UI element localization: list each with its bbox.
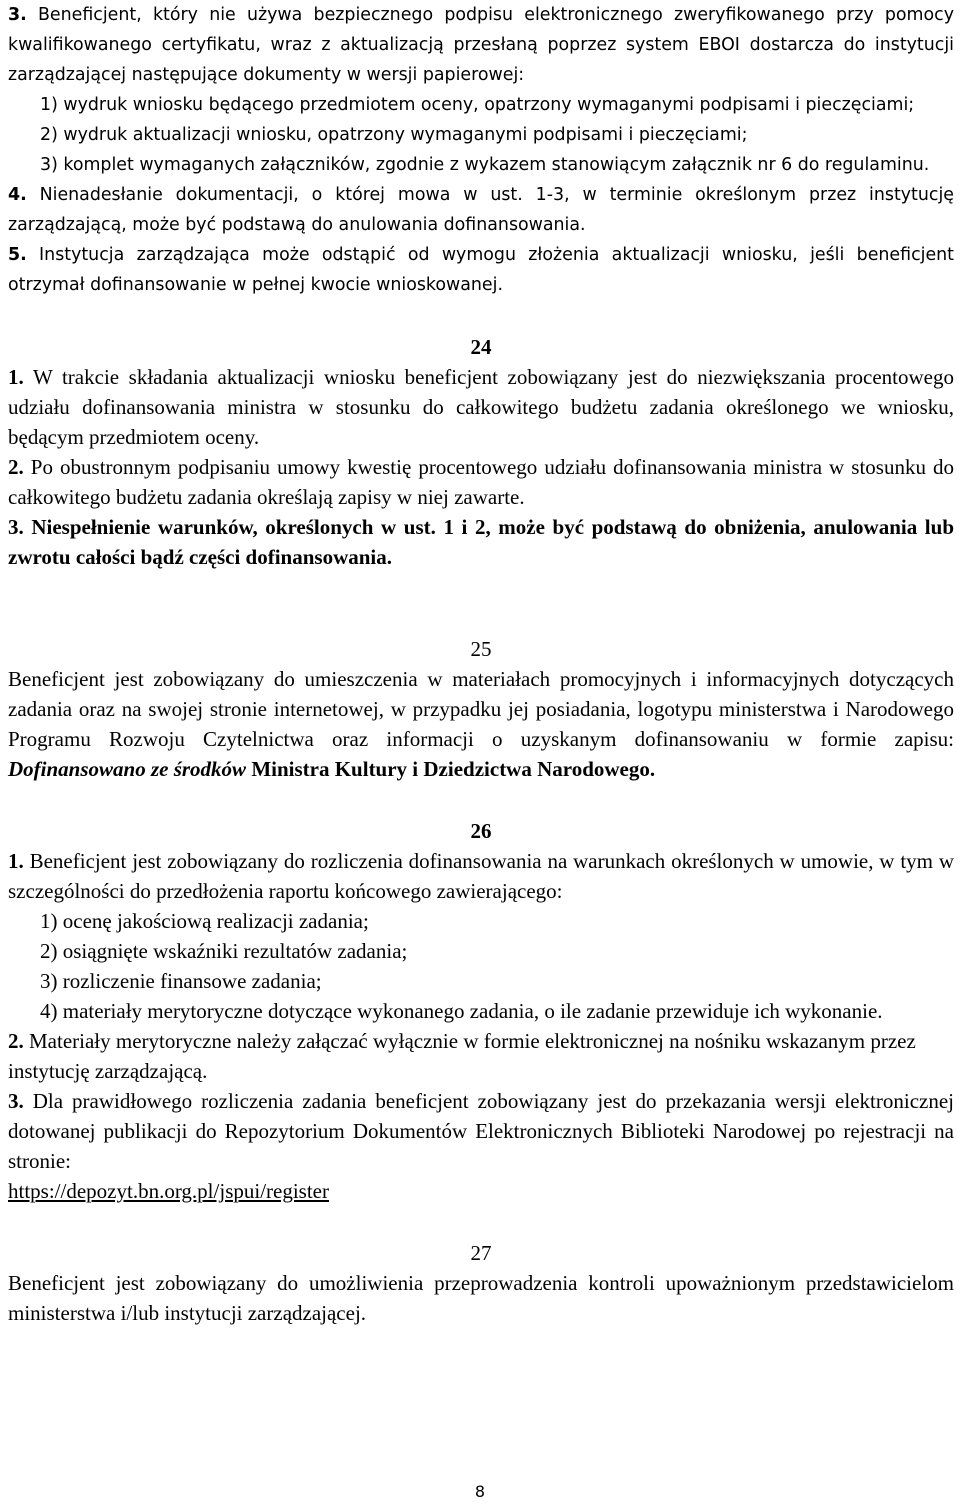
- section-number: 25: [470, 637, 492, 661]
- paragraph-3: [8, 1086, 954, 1176]
- paragraph-2: [8, 1026, 954, 1086]
- list-item: 1) wydruk wniosku będącego przedmiotem oceny, opatrzony wymaganymi podpisami i pieczęciami;: [40, 95, 915, 115]
- spacer: [8, 572, 954, 634]
- paragraph-1: [8, 362, 954, 452]
- list-item: 1) ocenę jakościową realizacji zadania;: [40, 909, 369, 933]
- paragraph-number: 3.: [8, 5, 27, 25]
- list-item: 2) osiągnięte wskaźniki rezultatów zadania;: [40, 939, 408, 963]
- section-heading-25: [8, 634, 954, 664]
- paragraph: [8, 664, 954, 784]
- section-24: [8, 362, 954, 572]
- paragraph-3: 3. Niespełnienie warunków, określonych w ust. 1 i 2, może być podstawą do obniżenia, anulowania lub zwrotu całości bądź części dofinansowania.: [8, 515, 954, 569]
- paragraph-number: 1.: [8, 849, 24, 873]
- section-25: [8, 664, 954, 784]
- paragraph-number: 2.: [8, 455, 24, 479]
- paragraph-3: [8, 0, 954, 90]
- spacer: [8, 1206, 954, 1238]
- section-heading-27: [8, 1238, 954, 1268]
- paragraph-1: [8, 846, 954, 906]
- paragraph-text: Beneficjent jest zobowiązany do umieszczenia w materiałach promocyjnych i informacyjnych dotyczących zadania oraz na swojej stronie internetowej, w przypadku jej posiadania, logotypu ministerstwa i Narodowego Programu Rozwoju Czytelnictwa oraz informacji o uzyskanym dofinansowaniu w formie zapisu:: [8, 667, 954, 751]
- section-number: 24: [470, 335, 492, 359]
- list-item: 2) wydruk aktualizacji wniosku, opatrzony wymaganymi podpisami i pieczęciami;: [40, 125, 748, 145]
- paragraph-5: [8, 240, 954, 300]
- paragraph-text: Dla prawidłowego rozliczenia zadania beneficjent zobowiązany jest do przekazania wersji elektronicznej dotowanej publikacji do Repozytorium Dokumentów Elektronicznych Biblioteki Narodowej po rejestracji na stronie:: [8, 1089, 954, 1173]
- paragraph-number: 5.: [8, 245, 27, 265]
- register-link-line: [8, 1176, 954, 1206]
- paragraph-number: 4.: [8, 185, 27, 205]
- paragraph-emphasis: Dofinansowano ze środków: [8, 757, 247, 781]
- paragraph-number: 1.: [8, 365, 24, 389]
- section-23-continuation: [8, 0, 954, 300]
- paragraph: Beneficjent jest zobowiązany do umożliwienia przeprowadzenia kontroli upoważnionym przedstawicielom ministerstwa i/lub instytucji zarządzającej.: [8, 1271, 954, 1325]
- paragraph-text: Materiały merytoryczne należy załączać wyłącznie w formie elektronicznej na nośniku wskazanym przez instytucję zarządzającą.: [8, 1029, 916, 1083]
- spacer: [8, 300, 954, 332]
- section-number: 27: [470, 1241, 492, 1265]
- paragraph-text: Instytucja zarządzająca może odstąpić od wymogu złożenia aktualizacji wniosku, jeśli beneficjent otrzymał dofinansowanie w pełnej kwocie wnioskowanej.: [8, 245, 954, 295]
- page-number: 8: [474, 1482, 486, 1501]
- paragraph-bold: Ministra Kultury i Dziedzictwa Narodowego.: [251, 757, 656, 781]
- section-26: [8, 846, 954, 1206]
- list-item: 4) materiały merytoryczne dotyczące wykonanego zadania, o ile zadanie przewiduje ich wykonanie.: [40, 999, 883, 1023]
- paragraph-4: [8, 180, 954, 240]
- paragraph-text: Po obustronnym podpisaniu umowy kwestię procentowego udziału dofinansowania ministra w stosunku do całkowitego budżetu zadania określają zapisy w niej zawarte.: [8, 455, 954, 509]
- paragraph-2: [8, 452, 954, 512]
- section-number: 26: [470, 819, 492, 843]
- list-item: 3) rozliczenie finansowe zadania;: [40, 969, 322, 993]
- paragraph-number: 3.: [8, 1089, 24, 1113]
- document-page: [8, 0, 954, 1328]
- paragraph-text: Beneficjent, który nie używa bezpiecznego podpisu elektronicznego zweryfikowanego przy pomocy kwalifikowanego certyfikatu, wraz z aktualizacją przesłaną poprzez system EBOI dostarcza do instytucji zarządzającej następujące dokumenty w wersji papierowej:: [8, 5, 954, 85]
- paragraph-text: Beneficjent jest zobowiązany do rozliczenia dofinansowania na warunkach określonych w umowie, w tym w szczególności do przedłożenia raportu końcowego zawierającego:: [8, 849, 954, 903]
- paragraph-text: W trakcie składania aktualizacji wniosku beneficjent zobowiązany jest do niezwiększania procentowego udziału dofinansowania ministra w stosunku do całkowitego budżetu zadania określonego we wniosku, będącym przedmiotem oceny.: [8, 365, 954, 449]
- paragraph-number: 2.: [8, 1029, 24, 1053]
- section-heading-24: [8, 332, 954, 362]
- register-link[interactable]: https://depozyt.bn.org.pl/jspui/register: [8, 1179, 329, 1203]
- section-27: [8, 1268, 954, 1328]
- list-item: 3) komplet wymaganych załączników, zgodnie z wykazem stanowiącym załącznik nr 6 do regulaminu.: [40, 155, 930, 175]
- paragraph-text: Nienadesłanie dokumentacji, o której mowa w ust. 1-3, w terminie określonym przez instytucję zarządzającą, może być podstawą do anulowania dofinansowania.: [8, 185, 954, 235]
- section-heading-26: [8, 816, 954, 846]
- spacer: [8, 784, 954, 816]
